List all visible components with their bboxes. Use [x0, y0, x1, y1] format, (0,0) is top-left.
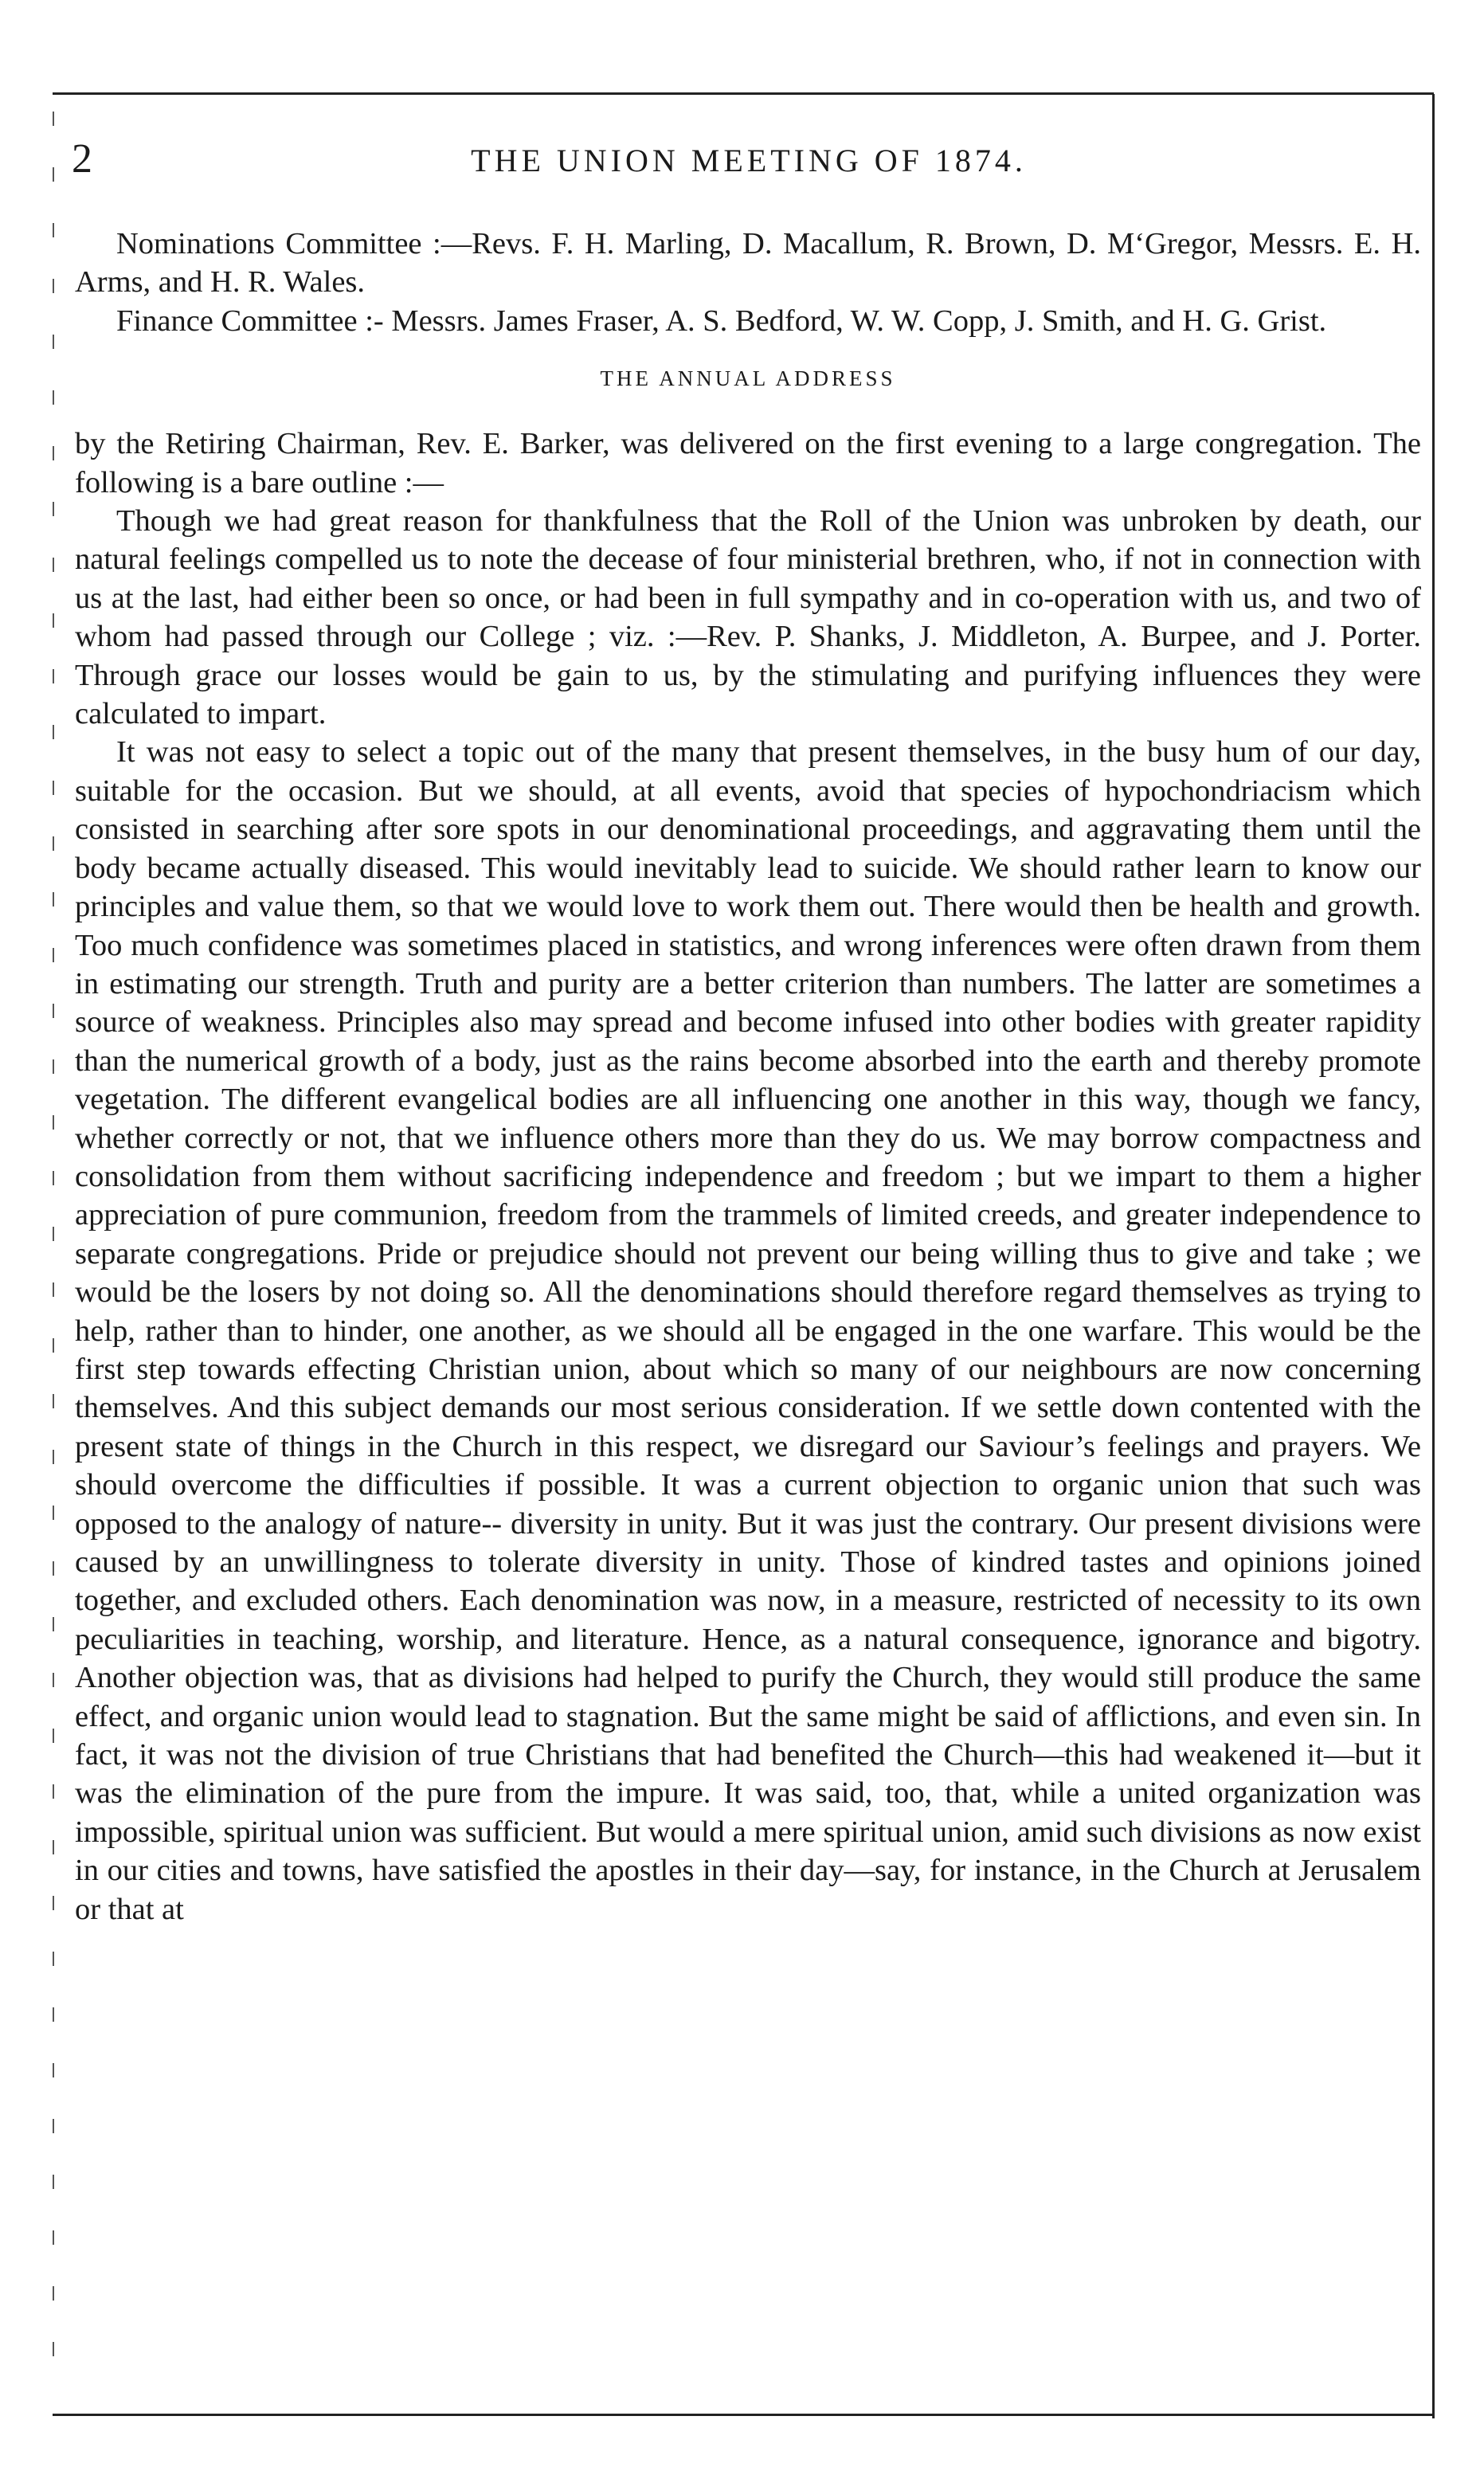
- top-rule: [53, 92, 1434, 95]
- nominations-committee: Nominations Committee :—Revs. F. H. Marling, D. Macallum, R. Brown, D. M‘Gregor, Messrs. E. H. Arms, and H. R. Wales.: [75, 227, 1421, 300]
- page-header: [72, 135, 1426, 191]
- finance-committee: Finance Committee :- Messrs. James Fraser, A. S. Bedford, W. W. Copp, J. Smith, and H. G. Grist.: [116, 303, 1327, 338]
- address-paragraph-2: It was not easy to select a topic out of the many that present themselves, in the busy hum of our day, suitable for the occasion. But we should, at all events, avoid that species of hypochondriacism which consisted in searching after sore spots in our denominational proceedings, and aggravating them until the body became actually diseased. This would inevitably lead to suicide. We should rather learn to know our principles and value them, so that we would love to work them out. There would then be health and growth. Too much confidence was sometimes placed in statistics, and wrong inferences were often drawn from them in estimating our strength. Truth and purity are a better criterion than numbers. The latter are sometimes a source of weakness. Principles also may spread and become infused into other bodies with greater rapidity than the numerical growth of a body, just as the rains become absorbed into the earth and thereby promote vegetation. The different evangelical bodies are all influencing one another in this way, though we fancy, whether correctly or not, that we influence others more than they do us. We may borrow compactness and consolidation from them without sacrificing independence and freedom ; but we impart to them a higher appreciation of pure communion, freedom from the trammels of limited creeds, and greater independence to separate congregations. Pride or prejudice should not prevent our being willing thus to give and take ; we would be the losers by not doing so. All the denominations should therefore regard themselves as trying to help, rather than to hinder, one another, as we should all be engaged in the one warfare. This would be the first step towards effecting Christian union, about which so many of our neighbours are now concerning themselves. And this subject demands our most serious consideration. If we settle down contented with the present state of things in the Church in this respect, we disregard our Saviour’s feelings and prayers. We should overcome the difficulties if possible. It was a current objection to organic union that such was opposed to the analogy of nature-- diversity in unity. But it was just the contrary. Our present divisions were caused by an unwillingness to tolerate diversity in unity. Those of kindred tastes and opinions joined together, and excluded others. Each denomination was now, in a measure, restricted of necessity to its own peculiarities in teaching, worship, and literature. Hence, as a natural consequence, ignorance and bigotry. Another objection was, that as divisions had helped to purify the Church, they would still produce the same effect, and organic union would lead to stagnation. But the same might be said of afflictions, and even sin. In fact, it was not the division of true Christians that had benefited the Church—this had weakened it—but it was the elimination of the pure from the impure. It was said, too, that, while a united organization was impossible, spiritual union was sufficient. But would a mere spiritual union, amid such divisions as now exist in our cities and towns, have satisfied the apostles in their day—say, for instance, in the Church at Jerusalem or that at: [75, 735, 1421, 1926]
- address-paragraph-1: Though we had great reason for thankfulness that the Roll of the Union was unbroken by death, our natural feelings compelled us to note the decease of four ministerial brethren, who, if not in connection with us at the last, had either been so once, or had been in full sympathy and in co-operation with us, and two of whom had passed through our College ; viz. :—Rev. P. Shanks, J. Middleton, A. Burpee, and J. Porter. Through grace our losses would be gain to us, by the stimulating and purifying influences they were calculated to impart.: [75, 504, 1421, 731]
- address-intro: by the Retiring Chairman, Rev. E. Barker, was delivered on the first evening to a large congregation. The following is a bare outline :—: [75, 427, 1421, 499]
- bottom-rule: [53, 2414, 1434, 2416]
- left-margin-marks: [53, 112, 54, 2398]
- page-number: 2: [72, 136, 92, 182]
- section-heading: THE ANNUAL ADDRESS: [600, 366, 896, 391]
- page-body: [75, 225, 1421, 1929]
- running-head: THE UNION MEETING OF 1874.: [471, 143, 1027, 178]
